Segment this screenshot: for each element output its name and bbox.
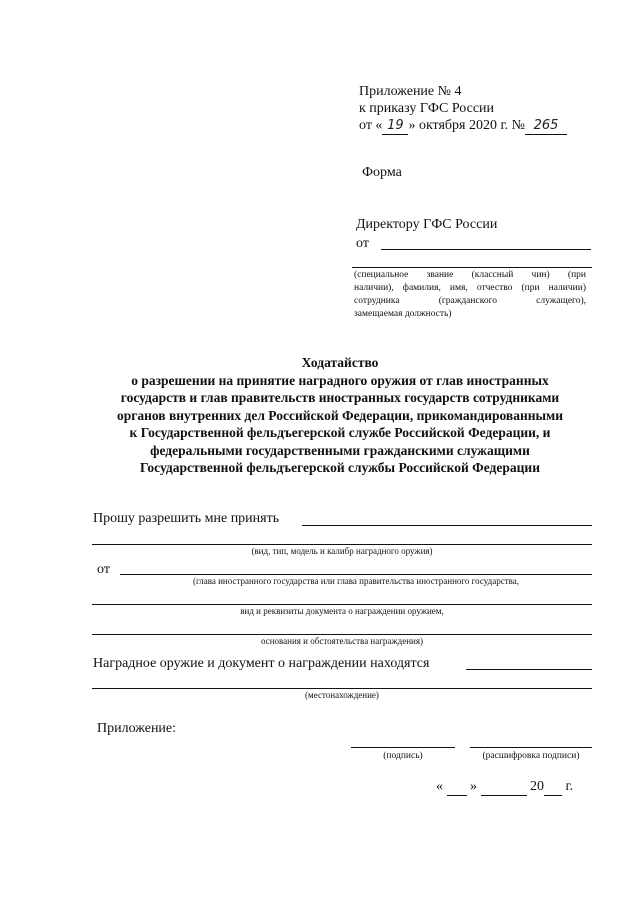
- document-title: [80, 354, 600, 477]
- order-date: [359, 117, 567, 135]
- signature-line: [351, 747, 455, 748]
- location-line-1: [466, 669, 592, 670]
- date-year-suffix: г.: [565, 779, 574, 794]
- addressee-second-line: [352, 267, 592, 268]
- document-caption: вид и реквизиты документа о награждении оружием,: [240, 606, 444, 616]
- addressee-note-line-3: сотрудника (гражданского служащего),: [354, 296, 586, 306]
- form-label: Форма: [362, 165, 402, 180]
- document-line: [92, 604, 592, 605]
- attachment-label: Приложение:: [97, 721, 177, 736]
- addressee-from-line: [381, 249, 591, 250]
- location-caption: (местонахождение): [305, 690, 379, 700]
- date-open-quote: «: [436, 779, 443, 794]
- weapon-caption: (вид, тип, модель и калибр наградного оружия): [251, 546, 433, 556]
- decoding-caption: (расшифровка подписи): [482, 751, 580, 761]
- date-year-blank: [544, 779, 562, 796]
- head-of-state-line: [120, 574, 592, 575]
- addressee-note-line-2: наличии), фамилия, имя, отчество (при наличии): [354, 283, 586, 293]
- order-day-handwritten: 19: [382, 117, 408, 135]
- addressee-note: [354, 269, 586, 321]
- location-text: Наградное оружие и документ о награждении находятся: [93, 656, 430, 671]
- title-line-3: государств и глав правительств иностранных государств сотрудниками: [120, 390, 560, 405]
- title-line-7: Государственной фельдъегерской службы Российской Федерации: [140, 460, 540, 475]
- weapon-line-1: [302, 525, 592, 526]
- grounds-caption: основания и обстоятельства награждения): [261, 636, 423, 646]
- decoding-line: [470, 747, 592, 748]
- title-line-2: о разрешении на принятие наградного оружия от глав иностранных: [131, 372, 549, 388]
- order-reference: к приказу ГФС России: [359, 101, 495, 116]
- date-day-blank: [447, 779, 467, 796]
- location-line-2: [92, 688, 592, 689]
- signature-date: [436, 779, 573, 796]
- signature-caption: (подпись): [383, 751, 423, 761]
- addressee-from: от: [356, 236, 369, 251]
- title-line-6: федеральными государственными гражданскими служащими: [150, 442, 530, 458]
- title-line-5: к Государственной фельдъегерской службе Российской Федерации, и: [129, 425, 551, 440]
- order-date-middle: » октября 2020 г. №: [408, 118, 526, 133]
- date-month-blank: [481, 779, 527, 796]
- date-close-quote: »: [470, 779, 477, 794]
- addressee-note-line-1: (специальное звание (классный чин) (при: [354, 270, 586, 280]
- from-label: от: [97, 562, 110, 577]
- addressee-to: Директору ГФС России: [356, 217, 498, 232]
- request-text: Прошу разрешить мне принять: [93, 511, 280, 526]
- order-date-prefix: от «: [359, 118, 383, 133]
- title-heading: Ходатайство: [301, 355, 379, 370]
- weapon-line-2: [92, 544, 592, 545]
- order-number-handwritten: 265: [525, 117, 567, 135]
- title-line-4: органов внутренних дел Российской Федерации, прикомандированными: [116, 407, 564, 423]
- addressee-note-line-4: замещаемая должность): [354, 309, 452, 319]
- grounds-line: [92, 634, 592, 635]
- date-year-prefix: 20: [530, 779, 544, 794]
- head-of-state-caption: (глава иностранного государства или глава правительства иностранного государства,: [193, 576, 519, 586]
- appendix-number: Приложение № 4: [359, 84, 462, 99]
